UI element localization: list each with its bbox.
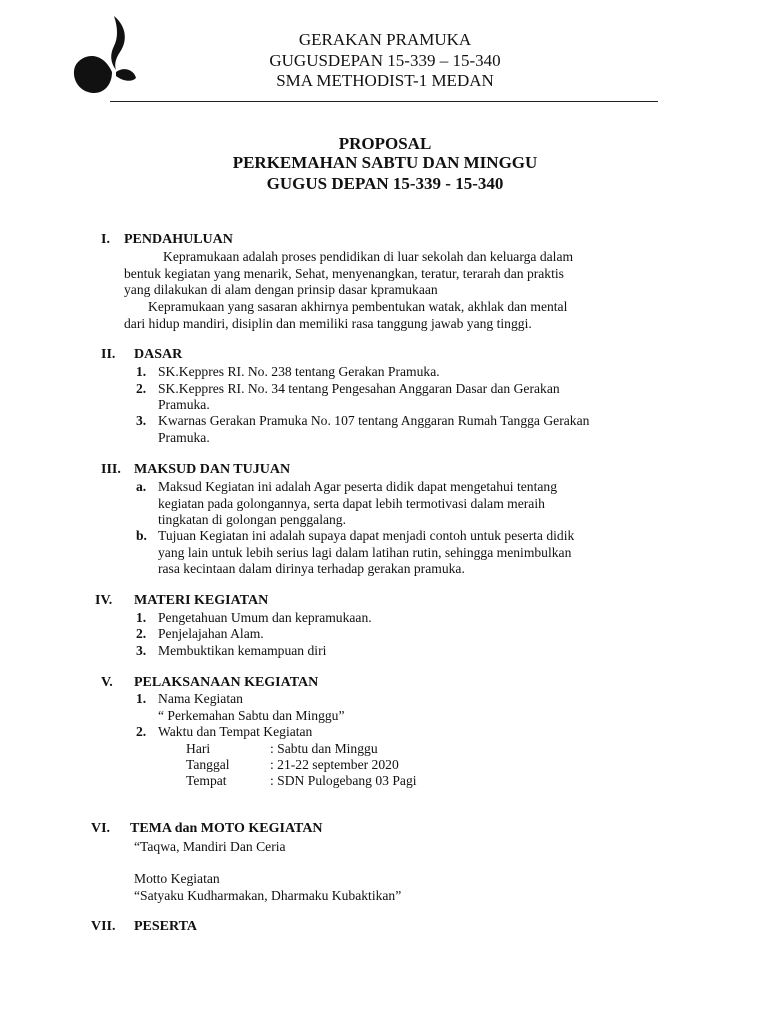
list-number: 2.	[136, 381, 147, 396]
list-item-cont: Pramuka.	[158, 397, 210, 412]
list-item-cont: tingkatan di golongan penggalang.	[158, 512, 347, 527]
section-3-heading: MAKSUD DAN TUJUAN	[134, 462, 291, 477]
section-3-number: III.	[101, 462, 121, 477]
section-6-number: VI.	[91, 821, 111, 836]
paragraph-line: yang dilakukan di alam dengan prinsip dasar kpramukaan	[124, 282, 438, 297]
tunas-kelapa-logo-icon	[70, 12, 142, 96]
list-number: 2.	[136, 626, 147, 641]
section-2-number: II.	[101, 347, 116, 362]
list-item: Nama Kegiatan	[158, 691, 243, 706]
detail-value: : Sabtu dan Minggu	[270, 741, 378, 756]
section-4-heading: MATERI KEGIATAN	[134, 593, 269, 608]
gugus-depan-number: GUGUSDEPAN 15-339 – 15-340	[269, 51, 501, 70]
section-1-number: I.	[101, 232, 110, 247]
header-divider	[110, 101, 658, 102]
list-item: SK.Keppres RI. No. 34 tentang Pengesahan Anggaran Dasar dan Gerakan	[158, 381, 560, 396]
paragraph-line: bentuk kegiatan yang menarik, Sehat, menyenangkan, teratur, terarah dan praktis	[124, 266, 564, 281]
section-7-heading: PESERTA	[134, 919, 198, 934]
list-number: 1.	[136, 610, 147, 625]
detail-label: Tanggal	[186, 757, 230, 772]
detail-value: : SDN Pulogebang 03 Pagi	[270, 773, 417, 788]
list-item: Waktu dan Tempat Kegiatan	[158, 724, 313, 739]
list-item: Maksud Kegiatan ini adalah Agar peserta didik dapat mengetahui tentang	[158, 479, 557, 494]
section-5-heading: PELAKSANAAN KEGIATAN	[134, 675, 319, 690]
list-item-cont: rasa kecintaan dalam dirinya terhadap gerakan pramuka.	[158, 561, 465, 576]
section-4-number: IV.	[95, 593, 113, 608]
list-item: Kwarnas Gerakan Pramuka No. 107 tentang Anggaran Rumah Tangga Gerakan	[158, 413, 590, 428]
detail-label: Tempat	[186, 773, 227, 788]
list-item: Membuktikan kemampuan diri	[158, 643, 327, 658]
list-item-cont: Pramuka.	[158, 430, 210, 445]
org-name: GERAKAN PRAMUKA	[298, 30, 472, 49]
list-number: 3.	[136, 643, 147, 658]
paragraph-line: Kepramukaan yang sasaran akhirnya pembentukan watak, akhlak dan mental	[148, 299, 568, 314]
list-number: 1.	[136, 691, 147, 706]
event-name: “ Perkemahan Sabtu dan Minggu”	[158, 708, 345, 723]
doc-subtitle-2: GUGUS DEPAN 15-339 - 15-340	[266, 174, 504, 193]
section-6-heading: TEMA dan MOTO KEGIATAN	[130, 821, 323, 836]
doc-title: PROPOSAL	[338, 134, 432, 153]
section-7-number: VII.	[91, 919, 116, 934]
paragraph-line: Kepramukaan adalah proses pendidikan di luar sekolah dan keluarga dalam	[163, 249, 574, 264]
list-item: Pengetahuan Umum dan kepramukaan.	[158, 610, 372, 625]
list-number: 2.	[136, 724, 147, 739]
theme-text: “Taqwa, Mandiri Dan Ceria	[134, 839, 286, 854]
list-letter: b.	[136, 528, 147, 543]
list-item-cont: kegiatan pada golongannya, serta dapat lebih termotivasi dalam meraih	[158, 496, 545, 511]
school-name: SMA METHODIST-1 MEDAN	[276, 71, 494, 90]
detail-value: : 21-22 september 2020	[270, 757, 399, 772]
section-2-heading: DASAR	[134, 347, 183, 362]
list-letter: a.	[136, 479, 147, 494]
list-item: SK.Keppres RI. No. 238 tentang Gerakan Pramuka.	[158, 364, 440, 379]
list-item: Penjelajahan Alam.	[158, 626, 264, 641]
paragraph-line: dari hidup mandiri, disiplin dan memiliki rasa tanggung jawab yang tinggi.	[124, 316, 532, 331]
motto-text: “Satyaku Kudharmakan, Dharmaku Kubaktikan”	[134, 888, 402, 903]
motto-label: Motto Kegiatan	[134, 871, 220, 886]
list-item-cont: yang lain untuk lebih serius lagi dalam latihan rutin, sehingga menimbulkan	[158, 545, 572, 560]
section-5-number: V.	[101, 675, 113, 690]
doc-subtitle: PERKEMAHAN SABTU DAN MINGGU	[232, 153, 538, 172]
list-number: 1.	[136, 364, 147, 379]
list-item: Tujuan Kegiatan ini adalah supaya dapat menjadi contoh untuk peserta didik	[158, 528, 575, 543]
list-number: 3.	[136, 413, 147, 428]
detail-label: Hari	[186, 741, 211, 756]
section-1-heading: PENDAHULUAN	[124, 232, 233, 247]
